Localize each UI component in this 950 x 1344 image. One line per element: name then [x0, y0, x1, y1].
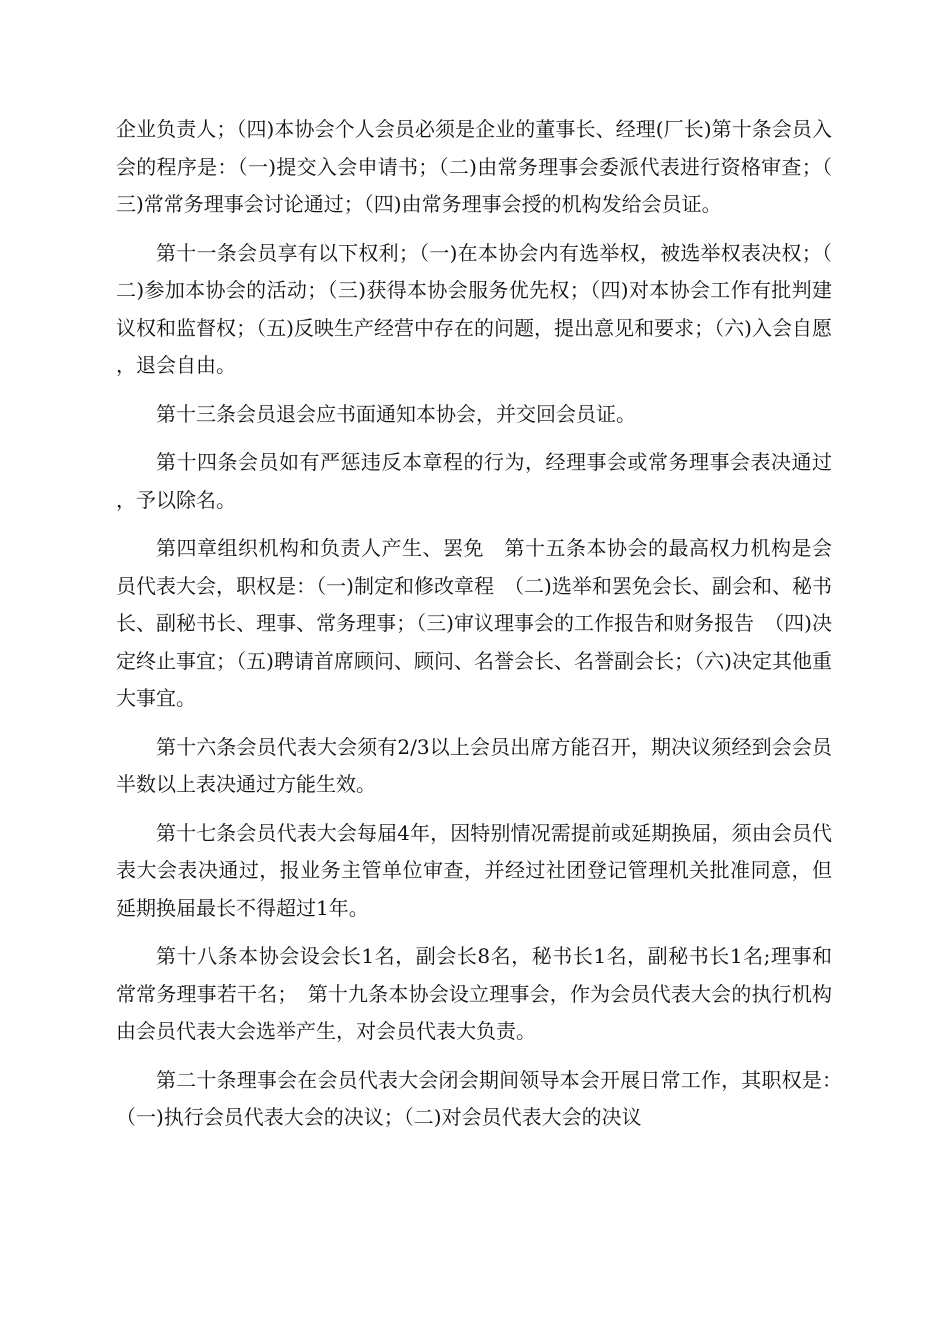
document-body	[116, 111, 852, 1148]
paragraph-article-14: 第十四条会员如有严惩违反本章程的行为，经理事会或常务理事会表决通过，予以除名。	[116, 450, 832, 512]
paragraph-membership-procedure: 企业负责人；（四)本协会个人会员必须是企业的董事长、经理(厂长)第十条会员入会的程序是：（一)提交入会申请书；（二)由常务理事会委派代表进行资格审查；（三)常常务理事会讨论通过；（四)由常务理事会授的机构发给会员证。	[116, 117, 832, 216]
paragraph-chapter-4-article-15: 第四章组织机构和负责人产生、罢免 第十五条本协会的最高权力机构是会员代表大会，职权是：（一)制定和修改章程 （二)选举和罢免会长、副会和、秘书长、副秘书长、理事、常务理事；（三)审议理事会的工作报告和财务报告 （四)决定终止事宜；（五)聘请首席顾问、顾问、名誉会长、名誉副会长；（六)决定其他重大事宜。	[116, 536, 832, 710]
paragraph-article-18-19: 第十八条本协会设会长1名，副会长8名，秘书长1名，副秘书长1名;理事和常常务理事若干名； 第十九条本协会设立理事会，作为会员代表大会的执行机构由会员代表大会选举产生，对会员代表大负责。	[116, 944, 832, 1043]
paragraph-article-13: 第十三条会员退会应书面通知本协会，并交回会员证。	[156, 401, 636, 426]
paragraph-article-20: 第二十条理事会在会员代表大会闭会期间领导本会开展日常工作，其职权是： （一)执行会员代表大会的决议；（二)对会员代表大会的决议	[116, 1067, 852, 1129]
paragraph-article-17: 第十七条会员代表大会每届4年，因特别情况需提前或延期换届，须由会员代表大会表决通过，报业务主管单位审查，并经过社团登记管理机关批准同意，但延期换届最长不得超过1年。	[116, 820, 832, 920]
paragraph-article-11: 第十一条会员享有以下权利；（一)在本协会内有选举权，被选举权表决权；（二)参加本协会的活动；（三)获得本协会服务优先权；（四)对本协会工作有批判建议权和监督权；（五)反映生产经营中存在的问题，提出意见和要求；（六)入会自愿，退会自由。	[116, 240, 832, 377]
paragraph-article-16: 第十六条会员代表大会须有2/3以上会员出席方能召开，期决议须经到会会员半数以上表决通过方能生效。	[116, 734, 832, 796]
